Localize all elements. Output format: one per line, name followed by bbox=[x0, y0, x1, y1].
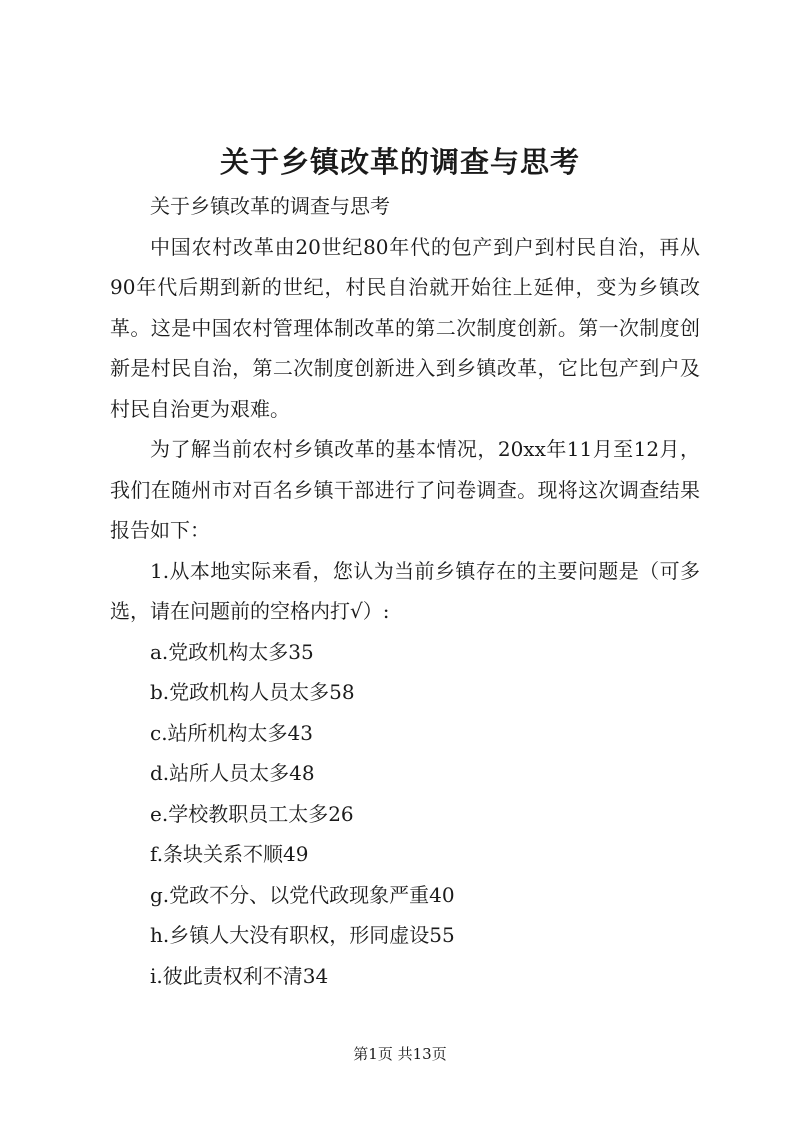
list-item: e.学校教职员工太多26 bbox=[150, 801, 354, 826]
list-item: d.站所人员太多48 bbox=[150, 761, 315, 785]
page-footer: 第1页 共13页 bbox=[353, 1045, 447, 1063]
list-item: a.党政机构太多35 bbox=[150, 639, 314, 664]
list-item: c.站所机构太多43 bbox=[150, 720, 314, 745]
paragraph-intro: 中国农村改革由20世纪80年代的包产到户到村民自治，再从90年代后期到新的世纪，村民自治就开始往上延伸，变为乡镇改革。这是中国农村管理体制改革的第二次制度创新。第一次制度创新是村民自治，第二次制度创新进入到乡镇改革，它比包产到户及村民自治更为艰难。 bbox=[110, 234, 700, 421]
list-item: f.条块关系不顺49 bbox=[150, 842, 309, 866]
question-1: 1.从本地实际来看，您认为当前乡镇存在的主要问题是（可多选，请在问题前的空格内打√）: bbox=[110, 558, 700, 623]
page-title: 关于乡镇改革的调查与思考 bbox=[219, 145, 580, 179]
list-item: h.乡镇人大没有职权，形同虚设55 bbox=[150, 923, 455, 947]
subtitle: 关于乡镇改革的调查与思考 bbox=[150, 194, 390, 218]
document-body bbox=[110, 186, 700, 996]
list-item: g.党政不分、以党代政现象严重40 bbox=[150, 882, 455, 907]
list-item: i.彼此责权利不清34 bbox=[150, 963, 329, 988]
paragraph-survey: 为了解当前农村乡镇改革的基本情况，20xx年11月至12月，我们在随州市对百名乡镇干部进行了问卷调查。现将这次调查结果报告如下： bbox=[110, 437, 700, 542]
list-item: b.党政机构人员太多58 bbox=[150, 680, 355, 704]
